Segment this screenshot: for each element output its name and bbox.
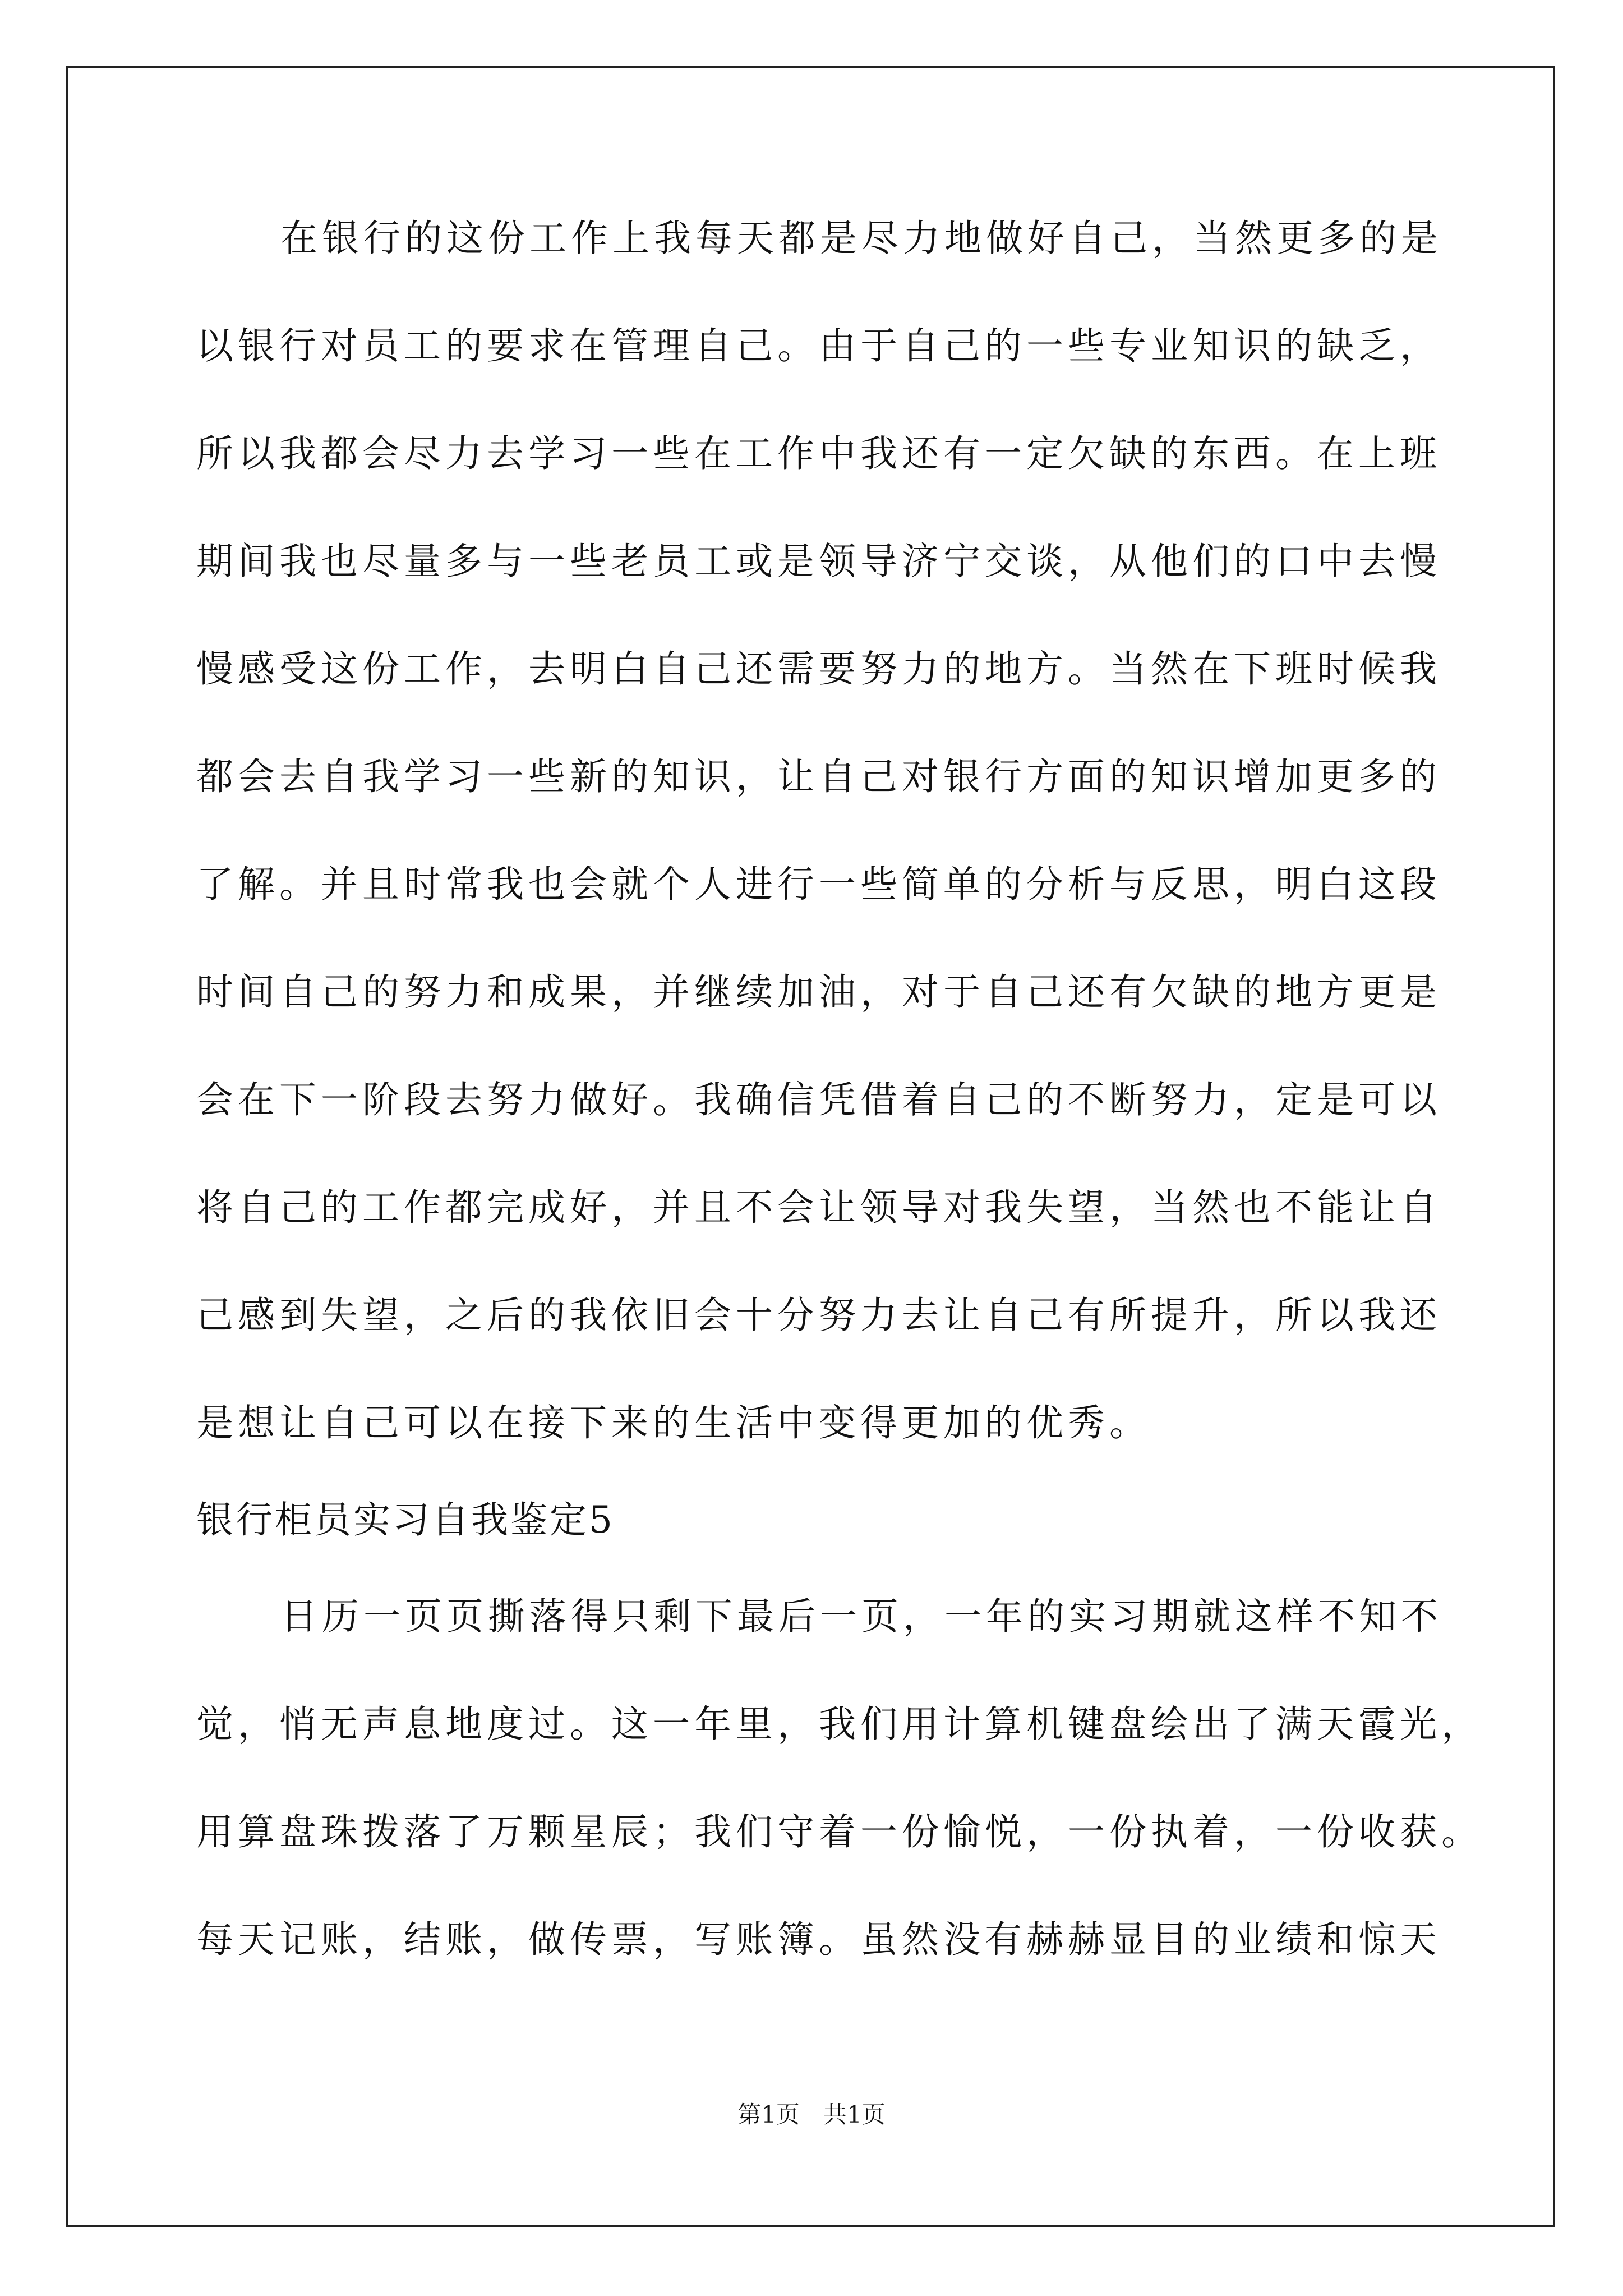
paragraph-line: 了解。并且时常我也会就个人进行一些简单的分析与反思，明白这段	[196, 863, 1441, 906]
paragraph-line: 是想让自己可以在接下来的生活中变得更加的优秀。	[196, 1401, 1151, 1444]
paragraph-line: 都会去自我学习一些新的知识，让自己对银行方面的知识增加更多的	[196, 755, 1441, 798]
paragraph-line: 用算盘珠拨落了万颗星辰；我们守着一份愉悦，一份执着，一份收获。	[196, 1810, 1483, 1853]
paragraph-line: 期间我也尽量多与一些老员工或是领导济宁交谈，从他们的口中去慢	[196, 540, 1441, 583]
page-number-total: 共1页	[823, 2101, 886, 2128]
section-heading: 银行柜员实习自我鉴定5	[196, 1498, 615, 1542]
paragraph-line: 慢感受这份工作，去明白自己还需要努力的地方。当然在下班时候我	[196, 647, 1441, 691]
page-footer	[0, 2098, 1623, 2132]
page-number-current: 第1页	[737, 2101, 800, 2128]
paragraph-line: 以银行对员工的要求在管理自己。由于自己的一些专业知识的缺乏，	[196, 324, 1441, 367]
paragraph-line: 在银行的这份工作上我每天都是尽力地做好自己，当然更多的是	[280, 217, 1442, 260]
paragraph-line: 所以我都会尽力去学习一些在工作中我还有一定欠缺的东西。在上班	[196, 432, 1441, 475]
paragraph-line: 每天记账，结账，做传票，写账簿。虽然没有赫赫显目的业绩和惊天	[196, 1918, 1441, 1961]
paragraph-line: 己感到失望，之后的我依旧会十分努力去让自己有所提升，所以我还	[196, 1294, 1441, 1337]
paragraph-line: 日历一页页撕落得只剩下最后一页，一年的实习期就这样不知不	[280, 1595, 1442, 1638]
page-border	[66, 66, 1555, 2227]
paragraph-line: 会在下一阶段去努力做好。我确信凭借着自己的不断努力，定是可以	[196, 1078, 1441, 1121]
paragraph-line: 觉，悄无声息地度过。这一年里，我们用计算机键盘绘出了满天霞光，	[196, 1703, 1483, 1746]
paragraph-line: 将自己的工作都完成好，并且不会让领导对我失望，当然也不能让自	[196, 1186, 1441, 1229]
paragraph-line: 时间自己的努力和成果，并继续加油，对于自己还有欠缺的地方更是	[196, 970, 1441, 1014]
